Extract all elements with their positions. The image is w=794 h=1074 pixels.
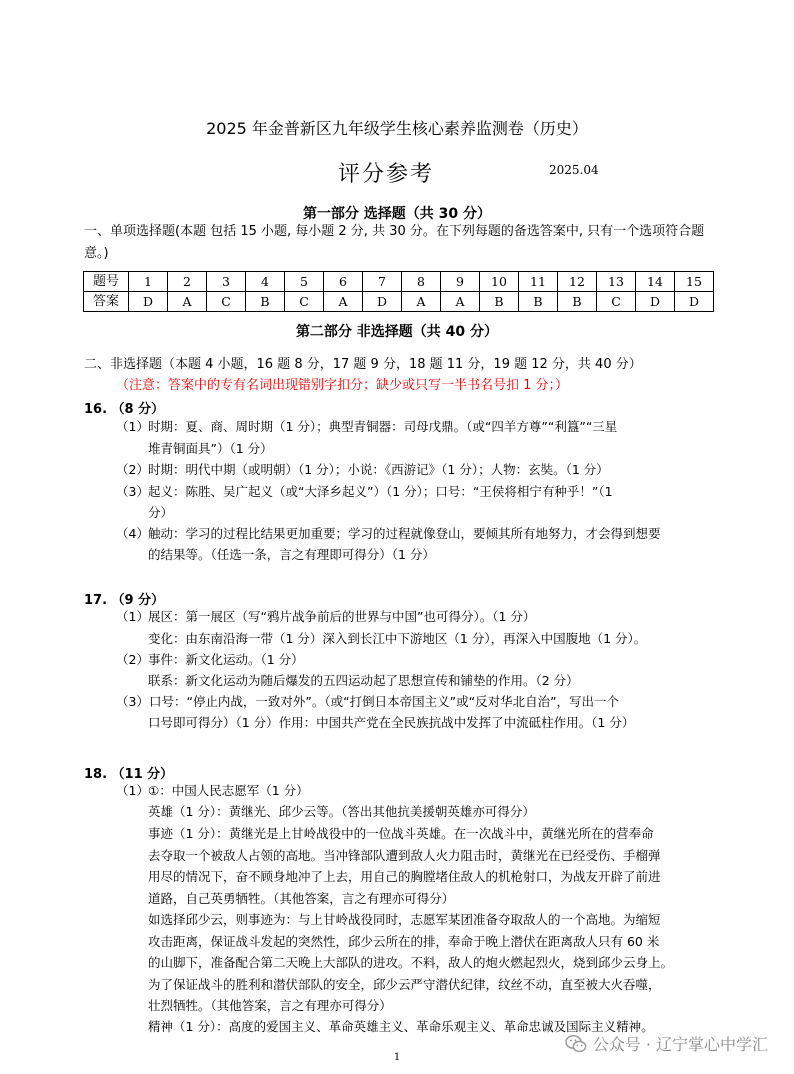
q16-part4-line1: 触动：学习的过程比结果更加重要；学习的过程就像登山，要倾其所有地努力，才会得到想要: [148, 526, 661, 541]
question-number: 5: [285, 272, 324, 292]
part2-note: （注意：答案中的专有名词出现错别字扣分；缺少或只写一半书名号扣 1 分；）: [116, 378, 569, 393]
q16-part3-number: （3）: [116, 484, 149, 499]
q16-part1-line2: 堆青铜面具”）（1 分）: [148, 441, 273, 456]
q17-part2-line2: 联系：新文化运动为随后爆发的五四运动起了思想宣传和铺垫的作用。（2 分）: [148, 673, 579, 688]
q18-label: 18. （11 分）: [84, 767, 174, 782]
answer-cell: D: [636, 292, 675, 312]
question-number: 3: [207, 272, 246, 292]
question-number: 2: [168, 272, 207, 292]
answer-table-answer-row: [84, 292, 714, 312]
question-number: 11: [519, 272, 558, 292]
q18-part1-line1: ①：中国人民志愿军（1 分）: [148, 783, 309, 798]
answer-cell: A: [324, 292, 363, 312]
q18-answer-line: 精神（1 分）：高度的爱国主义、革命英雄主义、革命乐观主义、革命忠诚及国际主义精神。: [148, 1019, 654, 1034]
answer-cell: C: [207, 292, 246, 312]
question-number: 13: [597, 272, 636, 292]
q16-part4-line2: 的结果等。（任选一条，言之有理即可得分）（1 分）: [148, 547, 435, 562]
answer-cell: B: [558, 292, 597, 312]
q17-part1-line1: 展区：第一展区（写“鸦片战争前后的世界与中国”也可得分）。（1 分）: [148, 609, 536, 624]
q16-part4-number: （4）: [116, 526, 149, 541]
q17-part1-line2: 变化：由东南沿海一带（1 分）深入到长江中下游地区（1 分），再深入中国腹地（1 分）。: [148, 631, 647, 646]
q18-answer-line: 用尽的情况下，奋不顾身地冲了上去，用自己的胸膛堵住敌人的机枪射口，为战友开辟了前进: [148, 869, 661, 884]
answer-cell: D: [363, 292, 402, 312]
answer-cell: C: [285, 292, 324, 312]
watermark-text: 公众号 · 辽宁掌心中学汇: [592, 1035, 768, 1054]
answer-table: [83, 271, 714, 312]
page-number: 1: [393, 1052, 401, 1063]
question-number: 15: [675, 272, 714, 292]
q18-answer-line: 如选择邱少云，则事迹为：与上甘岭战役同时，志愿军某团准备夺取敌人的一个高地。为缩短: [148, 912, 661, 927]
q18-answer-line: 的山脚下，准备配合第二天晚上大部队的进攻。不料，敌人的炮火燃起烈火，烧到邱少云身上。: [148, 955, 674, 970]
document-date: 2025.04: [549, 163, 599, 177]
q18-part1-number: （1）: [116, 783, 149, 798]
answer-cell: A: [168, 292, 207, 312]
answer-cell: D: [675, 292, 714, 312]
answer-cell: B: [480, 292, 519, 312]
answer-cell: D: [129, 292, 168, 312]
answer-table-number-row: [84, 272, 714, 292]
q17-label: 17. （9 分）: [84, 593, 165, 608]
question-number: 8: [402, 272, 441, 292]
part1-intro-line1: 一、单项选择题(本题 包括 15 小题, 每小题 2 分, 共 30 分。在下列每题的备选答案中, 只有一个选项符合题: [84, 224, 705, 239]
part1-heading: 第一部分 选择题（共 30 分）: [302, 206, 492, 222]
question-number: 6: [324, 272, 363, 292]
question-number: 4: [246, 272, 285, 292]
table-header-number: 题号: [84, 272, 129, 292]
question-number: 7: [363, 272, 402, 292]
q17-part3-line2: 口号即可得分）（1 分）作用：中国共产党在全民族抗战中发挥了中流砥柱作用。（1 分）: [148, 715, 635, 730]
q17-part2-number: （2）: [116, 652, 149, 667]
q16-part1-number: （1）: [116, 419, 149, 434]
question-number: 10: [480, 272, 519, 292]
q16-part2-line1: 时期：明代中期（或明朝）（1 分）；小说：《西游记》（1 分）；人物：玄奘。（1 分）: [148, 462, 609, 477]
q16-part3-line2: 分）: [148, 505, 174, 520]
question-number: 12: [558, 272, 597, 292]
watermark: [565, 1032, 768, 1055]
question-number: 1: [129, 272, 168, 292]
question-number: 14: [636, 272, 675, 292]
q18-answer-line: 攻击距离，保证战斗发起的突然性，邱少云所在的排，奉命于晚上潜伏在距离敌人只有 60 米: [148, 934, 660, 949]
part1-intro-line2: 意。): [84, 246, 109, 261]
q17-part2-line1: 事件：新文化运动。（1 分）: [148, 652, 304, 667]
answer-cell: B: [246, 292, 285, 312]
question-number: 9: [441, 272, 480, 292]
answer-cell: C: [597, 292, 636, 312]
q18-answer-line: 道路，自己英勇牺牲。（其他答案，言之有理亦可得分）: [148, 891, 455, 906]
q17-part3-line1: （3）口号：“停止内战，一致对外”。（或“打倒日本帝国主义”或“反对华北自治”，写出一个: [116, 694, 620, 709]
document-subtitle: 评分参考: [338, 162, 435, 187]
q18-answer-line: 事迹（1 分）：黄继光是上甘岭战役中的一位战斗英雄。在一次战斗中，黄继光所在的营奉命: [148, 826, 654, 841]
document-title: 2025 年金普新区九年级学生核心素养监测卷（历史）: [206, 119, 588, 138]
table-header-answer: 答案: [84, 292, 129, 312]
answer-cell: B: [519, 292, 558, 312]
wechat-icon: [565, 1034, 587, 1054]
q16-part1-line1: 时期：夏、商、周时期（1 分）；典型青铜器：司母戊鼎。（或“四羊方尊”“利簋”“三星: [148, 419, 618, 434]
q18-answer-line: 壮烈牺牲。（其他答案，言之有理亦可得分）: [148, 998, 392, 1013]
q16-label: 16. （8 分）: [84, 402, 165, 417]
q18-answer-line: 英雄（1 分）：黄继光、邱少云等。（答出其他抗美援朝英雄亦可得分）: [148, 804, 535, 819]
part2-intro: 二、非选择题（本题 4 小题，16 题 8 分，17 题 9 分，18 题 11 分，19 题 12 分，共 40 分）: [84, 357, 642, 372]
answer-cell: A: [402, 292, 441, 312]
q18-answer-line: 为了保证战斗的胜利和潜伏部队的安全，邱少云严守潜伏纪律，纹丝不动，直至被大火吞噬，: [148, 977, 661, 992]
q16-part2-number: （2）: [116, 462, 149, 477]
part2-heading: 第二部分 非选择题（共 40 分）: [295, 324, 499, 340]
q17-part1-number: （1）: [116, 609, 149, 624]
q18-answer-line: 去夺取一个被敌人占领的高地。当冲锋部队遭到敌人火力阻击时，黄继光在已经受伤、手榴弹: [148, 848, 661, 863]
q16-part3-line1: 起义：陈胜、吴广起义（或“大泽乡起义”）（1 分）；口号：“王侯将相宁有种乎！”（1: [148, 484, 613, 499]
answer-cell: A: [441, 292, 480, 312]
